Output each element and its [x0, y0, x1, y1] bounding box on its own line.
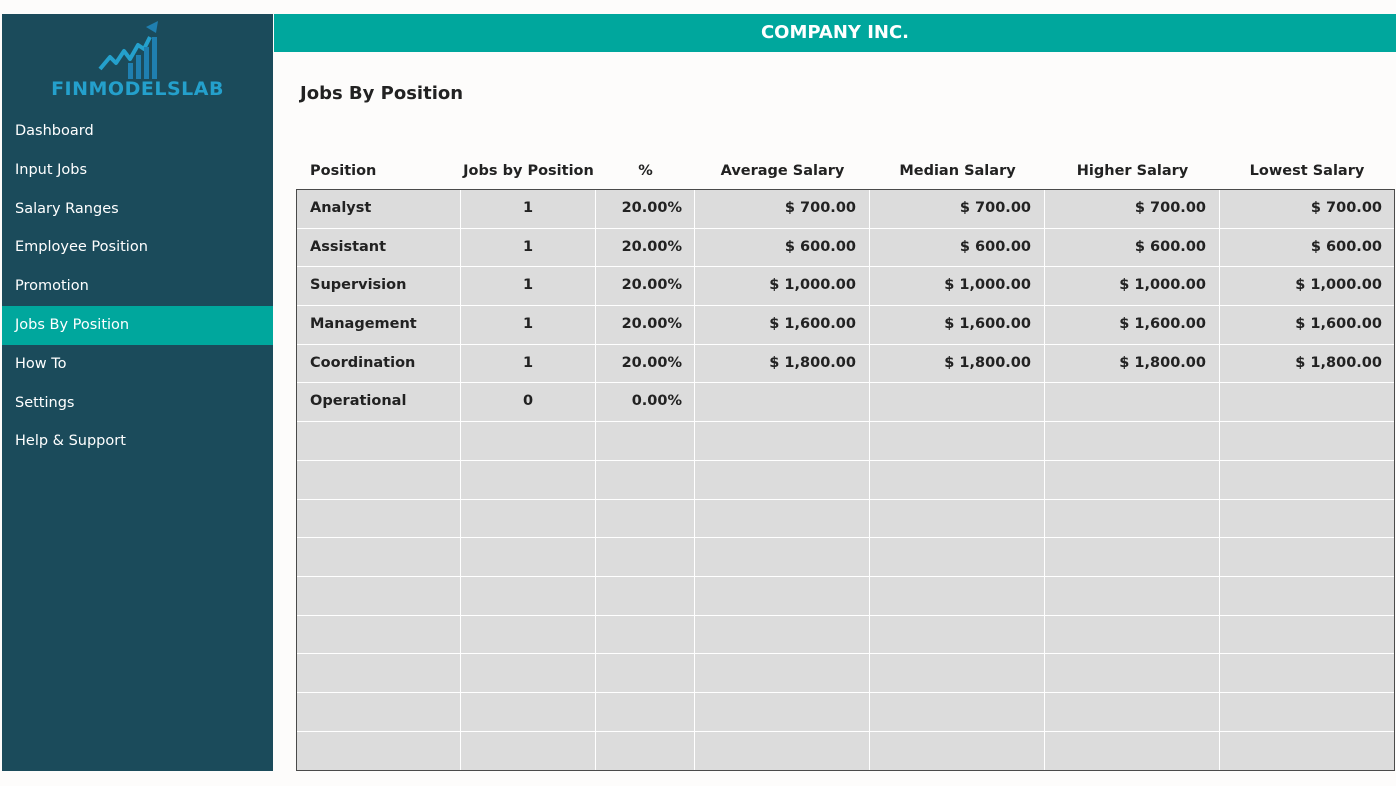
cell-percent[interactable]	[596, 693, 695, 731]
brand-logo	[2, 14, 273, 118]
cell-average-salary[interactable]	[695, 654, 870, 692]
cell-average-salary[interactable]	[695, 538, 870, 576]
cell-percent[interactable]: 20.00%	[596, 229, 695, 267]
table-row	[297, 229, 1394, 268]
cell-percent[interactable]	[596, 500, 695, 538]
cell-percent[interactable]: 20.00%	[596, 345, 695, 383]
brand-name: FINMODELSLAB	[51, 78, 224, 100]
header-bar	[274, 14, 1396, 52]
sidebar	[2, 14, 273, 771]
column-header-jobs-by-position: Jobs by Position	[463, 163, 594, 179]
cell-lowest-salary[interactable]	[1220, 383, 1394, 421]
cell-percent[interactable]: 20.00%	[596, 306, 695, 344]
cell-lowest-salary[interactable]	[1220, 693, 1394, 731]
table-row	[297, 538, 1394, 577]
cell-median-salary[interactable]	[870, 577, 1045, 615]
cell-higher-salary[interactable]	[1045, 500, 1220, 538]
cell-jobs-count[interactable]	[461, 422, 596, 460]
cell-higher-salary[interactable]	[1045, 383, 1220, 421]
cell-higher-salary[interactable]	[1045, 616, 1220, 654]
cell-average-salary[interactable]	[695, 422, 870, 460]
cell-lowest-salary[interactable]	[1220, 616, 1394, 654]
cell-higher-salary[interactable]	[1045, 538, 1220, 576]
cell-lowest-salary[interactable]: $ 600.00	[1310, 238, 1382, 255]
cell-higher-salary[interactable]	[1045, 461, 1220, 499]
cell-median-salary[interactable]	[870, 616, 1045, 654]
cell-position[interactable]: Assistant	[297, 229, 461, 267]
table-row	[297, 306, 1394, 345]
cell-average-salary[interactable]: $ 1,800.00	[695, 345, 870, 383]
cell-percent[interactable]	[596, 616, 695, 654]
cell-median-salary[interactable]	[870, 732, 1045, 771]
cell-percent[interactable]: 20.00%	[596, 190, 695, 228]
cell-median-salary[interactable]	[870, 654, 1045, 692]
cell-jobs-count[interactable]	[461, 461, 596, 499]
cell-percent[interactable]	[596, 461, 695, 499]
cell-average-salary[interactable]: $ 1,600.00	[695, 306, 870, 344]
cell-lowest-salary[interactable]	[1220, 422, 1394, 460]
cell-median-salary[interactable]: $ 1,800.00	[870, 345, 1045, 383]
sidebar-item-employee-position[interactable]: Employee Position	[15, 239, 148, 256]
cell-higher-salary[interactable]: $ 1,800.00	[1045, 345, 1220, 383]
cell-lowest-salary[interactable]: $ 700.00	[1310, 200, 1382, 216]
cell-jobs-count[interactable]: 1	[461, 267, 596, 305]
sidebar-item-salary-ranges[interactable]: Salary Ranges	[15, 200, 119, 217]
cell-lowest-salary[interactable]	[1220, 500, 1394, 538]
cell-jobs-count[interactable]	[461, 500, 596, 538]
column-header-lowest-salary: Lowest Salary	[1249, 163, 1365, 179]
cell-percent[interactable]	[596, 654, 695, 692]
cell-jobs-count[interactable]: 1	[461, 190, 596, 228]
cell-median-salary[interactable]: $ 1,600.00	[870, 306, 1045, 344]
cell-median-salary[interactable]	[870, 422, 1045, 460]
cell-average-salary[interactable]: $ 600.00	[695, 229, 870, 267]
cell-jobs-count[interactable]	[461, 654, 596, 692]
cell-average-salary[interactable]	[695, 693, 870, 731]
cell-jobs-count[interactable]	[461, 732, 596, 771]
cell-average-salary[interactable]	[695, 461, 870, 499]
cell-jobs-count[interactable]	[461, 693, 596, 731]
cell-jobs-count[interactable]	[461, 577, 596, 615]
cell-position[interactable]	[297, 538, 461, 576]
column-header-higher-salary: Higher Salary	[1076, 163, 1189, 179]
cell-lowest-salary[interactable]	[1220, 732, 1394, 771]
cell-percent[interactable]: 20.00%	[596, 267, 695, 305]
table-row	[297, 422, 1394, 461]
table-row	[297, 500, 1394, 539]
cell-median-salary[interactable]	[870, 693, 1045, 731]
sidebar-nav	[2, 112, 273, 461]
sidebar-item-how-to[interactable]: How To	[15, 355, 67, 372]
column-header-position: Position	[310, 163, 377, 179]
table-header	[297, 152, 1394, 190]
sidebar-item-help-support[interactable]: Help & Support	[15, 433, 126, 450]
cell-jobs-count[interactable]: 1	[461, 345, 596, 383]
company-title: COMPANY INC.	[760, 22, 910, 43]
cell-average-salary[interactable]	[695, 500, 870, 538]
chart-growth-icon	[98, 19, 162, 79]
cell-average-salary[interactable]	[695, 577, 870, 615]
table-row	[297, 383, 1394, 422]
cell-position[interactable]	[297, 577, 461, 615]
table-row	[297, 190, 1394, 229]
cell-lowest-salary[interactable]	[1220, 577, 1394, 615]
cell-percent[interactable]: 0.00%	[596, 383, 695, 421]
cell-jobs-count[interactable]	[461, 538, 596, 576]
table-row	[297, 267, 1394, 306]
cell-jobs-count[interactable]: 1	[461, 306, 596, 344]
cell-position[interactable]	[297, 616, 461, 654]
table-row	[297, 461, 1394, 500]
table-row	[297, 654, 1394, 693]
cell-percent[interactable]	[596, 577, 695, 615]
column-header-average-salary: Average Salary	[720, 163, 845, 179]
cell-position[interactable]	[297, 732, 461, 771]
sidebar-item-input-jobs[interactable]: Input Jobs	[15, 161, 88, 178]
cell-position[interactable]	[297, 422, 461, 460]
cell-jobs-count[interactable]: 1	[461, 229, 596, 267]
cell-position[interactable]: Operational	[297, 383, 461, 421]
cell-higher-salary[interactable]	[1045, 422, 1220, 460]
cell-median-salary[interactable]: $ 600.00	[870, 229, 1045, 267]
cell-median-salary[interactable]	[870, 500, 1045, 538]
cell-lowest-salary[interactable]	[1220, 538, 1394, 576]
table-row	[297, 345, 1394, 384]
cell-average-salary[interactable]: $ 1,000.00	[695, 267, 870, 305]
cell-higher-salary[interactable]	[1045, 732, 1220, 771]
cell-lowest-salary[interactable]: $ 1,600.00	[1295, 316, 1382, 333]
cell-position[interactable]: Coordination	[297, 345, 461, 383]
column-header-median-salary: Median Salary	[899, 163, 1016, 179]
cell-higher-salary[interactable]: $ 700.00	[1045, 190, 1220, 228]
jobs-table	[296, 189, 1395, 771]
sidebar-item-jobs-by-position[interactable]: Jobs By Position	[2, 306, 273, 345]
cell-average-salary[interactable]	[695, 383, 870, 421]
table-row	[297, 616, 1394, 655]
cell-median-salary[interactable]: $ 700.00	[870, 190, 1045, 228]
cell-position[interactable]: Analyst	[297, 190, 461, 228]
cell-jobs-count[interactable]: 0	[461, 383, 596, 421]
cell-average-salary[interactable]	[695, 616, 870, 654]
cell-lowest-salary[interactable]: $ 1,800.00	[1295, 354, 1382, 371]
cell-higher-salary[interactable]: $ 1,600.00	[1045, 306, 1220, 344]
cell-average-salary[interactable]	[695, 732, 870, 771]
cell-higher-salary[interactable]: $ 1,000.00	[1045, 267, 1220, 305]
cell-percent[interactable]	[596, 732, 695, 771]
cell-position[interactable]	[297, 500, 461, 538]
cell-higher-salary[interactable]	[1045, 693, 1220, 731]
cell-position[interactable]	[297, 461, 461, 499]
page-title: Jobs By Position	[300, 83, 464, 104]
column-header-percent: %	[638, 163, 653, 179]
cell-position[interactable]	[297, 654, 461, 692]
cell-position[interactable]: Supervision	[297, 267, 461, 305]
cell-jobs-count[interactable]	[461, 616, 596, 654]
cell-higher-salary[interactable]	[1045, 577, 1220, 615]
cell-median-salary[interactable]	[870, 461, 1045, 499]
sidebar-item-dashboard[interactable]: Dashboard	[15, 123, 94, 139]
sidebar-item-settings[interactable]: Settings	[15, 394, 75, 411]
cell-percent[interactable]	[596, 422, 695, 460]
cell-percent[interactable]	[596, 538, 695, 576]
cell-higher-salary[interactable]	[1045, 654, 1220, 692]
table-row	[297, 577, 1394, 616]
cell-median-salary[interactable]: $ 1,000.00	[870, 267, 1045, 305]
cell-lowest-salary[interactable]	[1220, 461, 1394, 499]
cell-position[interactable]	[297, 693, 461, 731]
cell-higher-salary[interactable]: $ 600.00	[1045, 229, 1220, 267]
cell-lowest-salary[interactable]: $ 1,000.00	[1295, 277, 1382, 294]
table-row	[297, 732, 1394, 771]
cell-median-salary[interactable]	[870, 538, 1045, 576]
table-row	[297, 693, 1394, 732]
cell-position[interactable]: Management	[297, 306, 461, 344]
cell-median-salary[interactable]	[870, 383, 1045, 421]
cell-average-salary[interactable]: $ 700.00	[695, 190, 870, 228]
sidebar-item-promotion[interactable]: Promotion	[15, 278, 89, 295]
cell-lowest-salary[interactable]	[1220, 654, 1394, 692]
